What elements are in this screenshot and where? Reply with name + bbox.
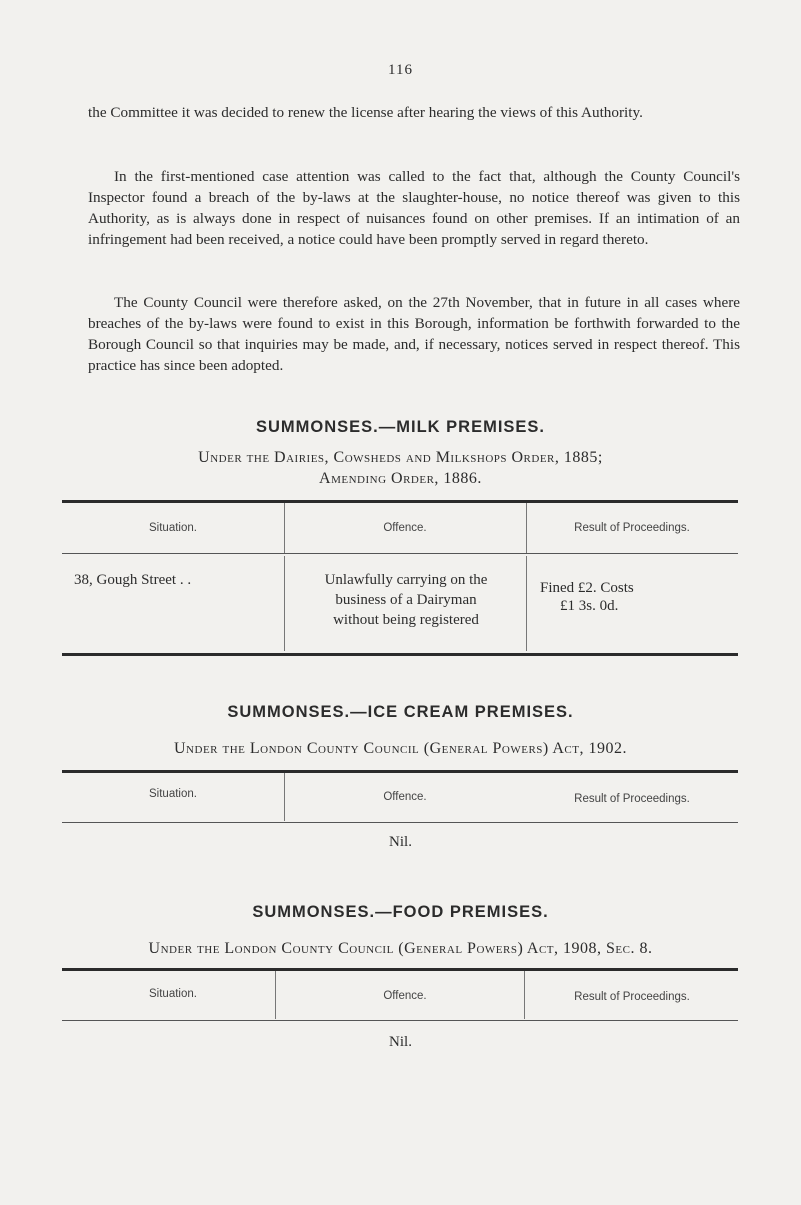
column-result: Result of Proceedings. [574,522,690,534]
column-result: Result of Proceedings. [574,991,690,1003]
paragraph-1: the Committee it was decided to renew the license after hearing the views of this Authority. [88,104,643,121]
result-cell-line-2: £1 3s. 0d. [560,598,619,614]
offence-cell-line-2: business of a Dairyman [335,592,477,608]
result-cell-line-1: Fined £2. Costs [540,580,634,596]
milk-premises-subheading-2: Amending Order, 1886. [319,470,482,487]
column-offence: Offence. [383,522,427,534]
milk-premises-heading: SUMMONSES.—MILK PREMISES. [255,418,546,436]
offence-cell-line-1: Unlawfully carrying on the [324,572,488,588]
column-situation: Situation. [149,788,197,800]
situation-cell: 38, Gough Street . . [74,572,192,588]
paragraph-3: The County Council were therefore asked, on the 27th November, that in future in all cases where breaches of the by-laws were found to exist in this Borough, information be forthwith forwarded to the Borough Council so that inquiries may be made, and, if necessary, notices served in respect thereof. This practice has since been adopted. [88,294,740,374]
milk-premises-subheading-1: Under the Dairies, Cowsheds and Milkshops Order, 1885; [198,449,603,466]
offence-cell-line-3: without being registered [333,612,479,628]
nil-entry: Nil. [389,1034,412,1050]
food-premises-subheading: Under the London County Council (General Powers) Act, 1908, Sec. 8. [148,940,653,957]
column-situation: Situation. [149,988,197,1000]
column-situation: Situation. [149,522,197,534]
column-offence: Offence. [383,791,427,803]
column-result: Result of Proceedings. [574,793,690,805]
page-number: 116 [388,62,413,78]
ice-cream-premises-subheading: Under the London County Council (General Powers) Act, 1902. [174,740,627,757]
column-offence: Offence. [383,990,427,1002]
ice-cream-premises-heading: SUMMONSES.—ICE CREAM PREMISES. [227,703,574,721]
nil-entry: Nil. [389,834,412,850]
paragraph-2: In the first-mentioned case attention was called to the fact that, although the County Council's Inspector found a breach of the by-laws at the slaughter-house, no notice thereof was given to this Authority, as is always done in respect of nuisances found on other premises. If an intimation of an infringement had been received, a notice could have been promptly served in regard thereto. [88,168,740,248]
food-premises-heading: SUMMONSES.—FOOD PREMISES. [252,903,549,921]
